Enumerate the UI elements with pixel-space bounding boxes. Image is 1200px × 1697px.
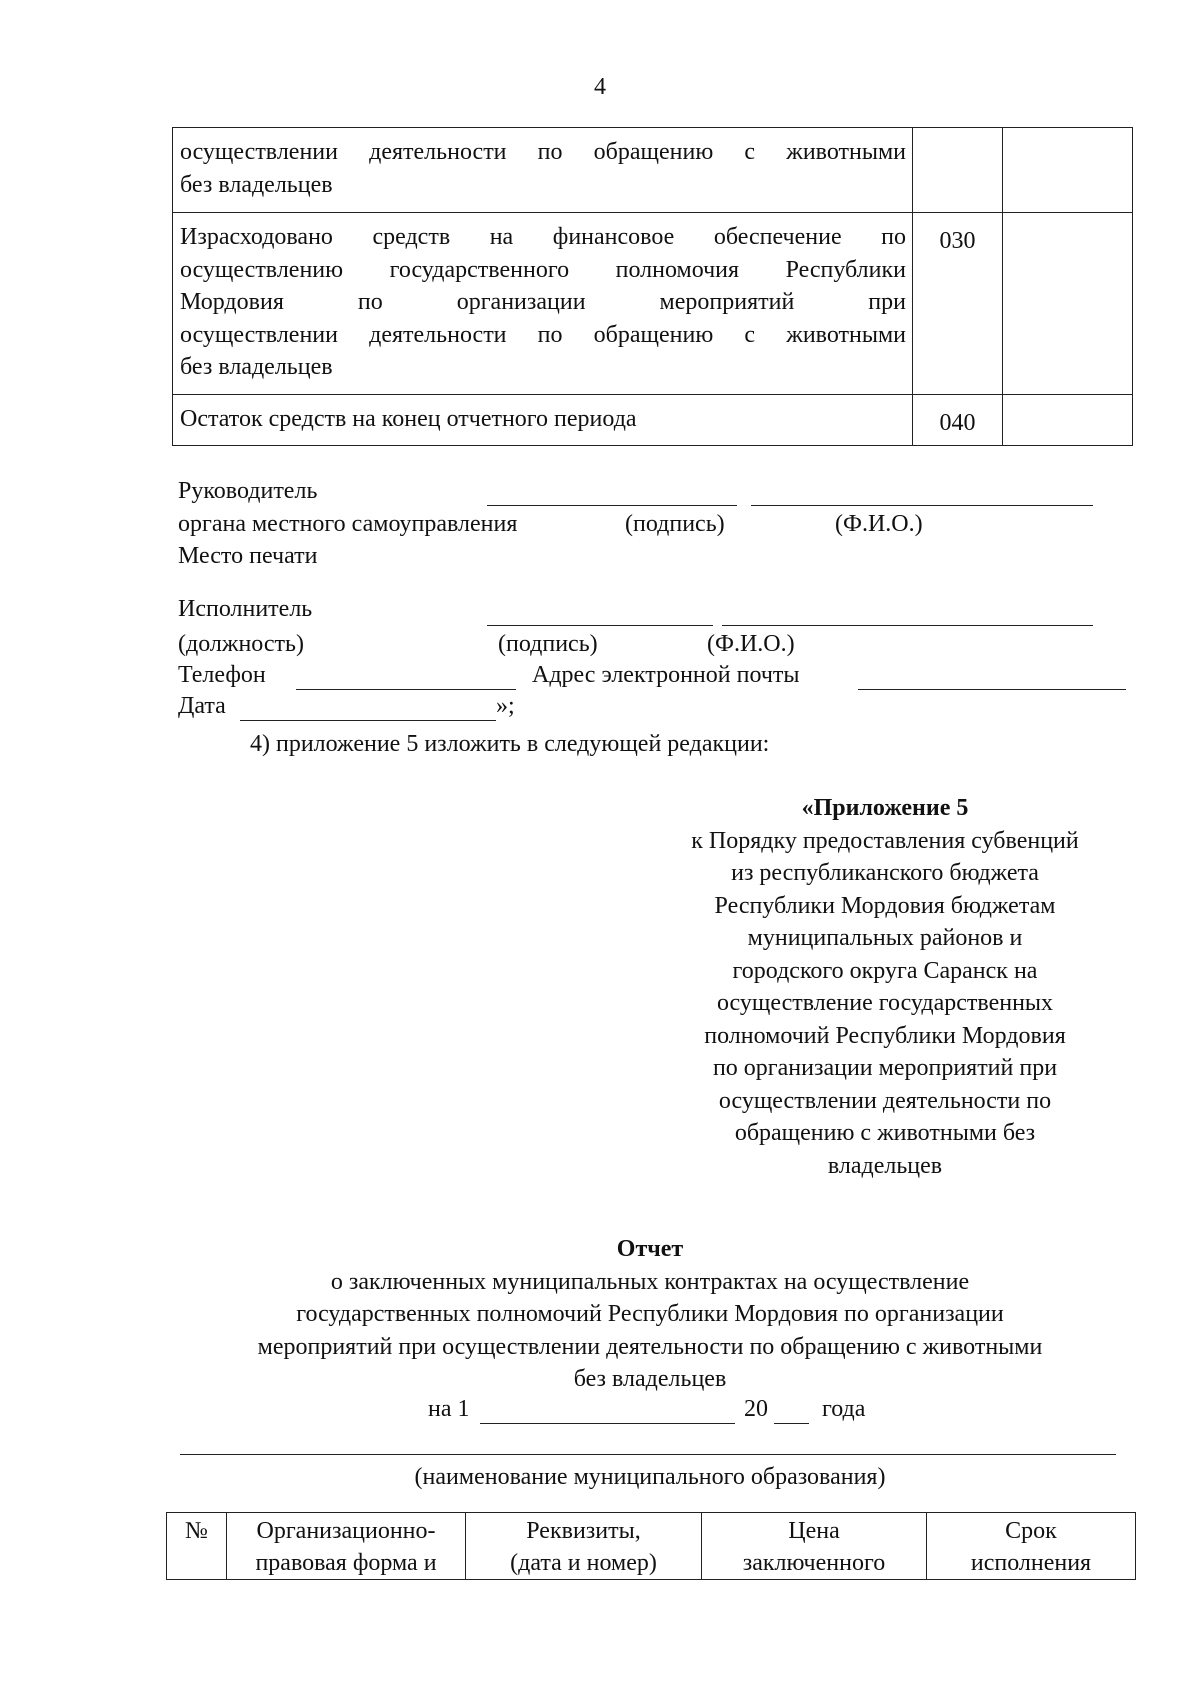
instruction-text: 4) приложение 5 изложить в следующей редакции: <box>250 731 770 757</box>
row-code: 030 <box>913 213 1003 395</box>
table-row <box>173 128 1133 213</box>
column-header <box>466 1513 702 1580</box>
appendix-line: муниципальных районов и <box>747 925 1023 951</box>
row-description <box>173 213 913 395</box>
column-header <box>927 1513 1136 1580</box>
header-line: № <box>185 1518 208 1544</box>
executor-sign-caption: (подпись) <box>498 631 598 657</box>
header-line: Срок <box>1005 1518 1057 1544</box>
row-value <box>1003 395 1133 446</box>
phone-line <box>296 689 516 690</box>
report-line: мероприятий при осуществлении деятельности по обращению с животными <box>257 1333 1043 1360</box>
row-description <box>173 395 913 446</box>
executor-title: Исполнитель <box>178 596 313 622</box>
municipality-caption: (наименование муниципального образования) <box>414 1464 886 1490</box>
report-title: Отчет <box>616 1236 684 1262</box>
row-code <box>913 128 1003 213</box>
executor-fio-caption: (Ф.И.О.) <box>707 631 795 657</box>
header-line: правовая форма и <box>255 1550 437 1576</box>
appendix-line: Республики Мордовия бюджетам <box>714 892 1056 919</box>
year-line <box>774 1423 809 1424</box>
appendix-line: к Порядку предоставления субвенций <box>691 827 1079 854</box>
head-org: органа местного самоуправления <box>178 511 518 537</box>
name-line <box>722 625 1093 626</box>
signature-line <box>487 505 737 506</box>
appendix-title: «Приложение 5 <box>801 795 969 821</box>
municipality-line <box>180 1454 1116 1455</box>
text-line: без владельцев <box>180 171 333 198</box>
contracts-table <box>166 1512 1136 1580</box>
row-description <box>173 128 913 213</box>
header-line: исполнения <box>970 1550 1092 1576</box>
appendix-line: владельцев <box>827 1152 943 1179</box>
report-line: государственных полномочий Республики Мордовия по организации <box>296 1301 1004 1327</box>
appendix-line: из республиканского бюджета <box>731 860 1039 886</box>
stamp-place: Место печати <box>178 543 318 569</box>
signature-line <box>487 625 713 626</box>
appendix-block <box>640 792 1130 1182</box>
column-header <box>702 1513 927 1580</box>
email-label: Адрес электронной почты <box>532 662 800 688</box>
date-label: Дата <box>178 693 226 719</box>
page-number: 4 <box>594 74 606 100</box>
appendix-line: обращению с животными без <box>734 1120 1036 1146</box>
name-line <box>751 505 1093 506</box>
appendix-line: городского округа Саранск на <box>732 957 1038 984</box>
date-line <box>240 720 496 721</box>
text-line: осуществлению государственного полномочия Республики <box>180 256 906 283</box>
appendix-line: осуществление государственных <box>716 990 1054 1016</box>
text-line: осуществлении деятельности по обращению с животными <box>180 139 906 165</box>
table-header-row <box>167 1513 1136 1580</box>
row-code: 040 <box>913 395 1003 446</box>
header-line: Цена <box>788 1518 840 1544</box>
row-value <box>1003 213 1133 395</box>
table-row <box>173 213 1133 395</box>
text-line: без владельцев <box>180 354 333 380</box>
header-line: Реквизиты, <box>526 1518 641 1544</box>
head-fio-caption: (Ф.И.О.) <box>835 511 923 537</box>
header-line: (дата и номер) <box>510 1550 657 1576</box>
head-sign-caption: (подпись) <box>625 511 725 537</box>
date-close: »; <box>496 693 515 719</box>
phone-label: Телефон <box>178 662 266 688</box>
text-line: Израсходовано средств на финансовое обеспечение по <box>180 224 906 250</box>
table-row <box>173 395 1133 446</box>
email-line <box>858 689 1126 690</box>
text-line: осуществлении деятельности по обращению с животными <box>180 321 906 348</box>
text-line: Мордовия по организации мероприятий при <box>180 289 906 315</box>
text-line: Остаток средств на конец отчетного периода <box>180 406 637 432</box>
header-line: Организационно- <box>256 1518 436 1544</box>
appendix-line: по организации мероприятий при <box>712 1055 1058 1081</box>
head-title: Руководитель <box>178 478 318 504</box>
appendix-line: полномочий Республики Мордовия <box>704 1022 1066 1049</box>
row-value <box>1003 128 1133 213</box>
report-line: без владельцев <box>573 1366 727 1392</box>
report-date-prefix: на 1 <box>428 1396 470 1422</box>
date-line <box>480 1423 735 1424</box>
column-header <box>227 1513 466 1580</box>
report-heading <box>170 1233 1130 1396</box>
appendix-line: осуществлении деятельности по <box>718 1087 1052 1114</box>
report-line: о заключенных муниципальных контрактах на осуществление <box>330 1268 970 1295</box>
finance-table <box>172 127 1133 446</box>
column-header <box>167 1513 227 1580</box>
report-year-prefix: 20 <box>744 1396 768 1422</box>
header-line: заключенного <box>742 1550 886 1576</box>
executor-position: (должность) <box>178 631 304 657</box>
report-year-suffix: года <box>822 1396 866 1422</box>
